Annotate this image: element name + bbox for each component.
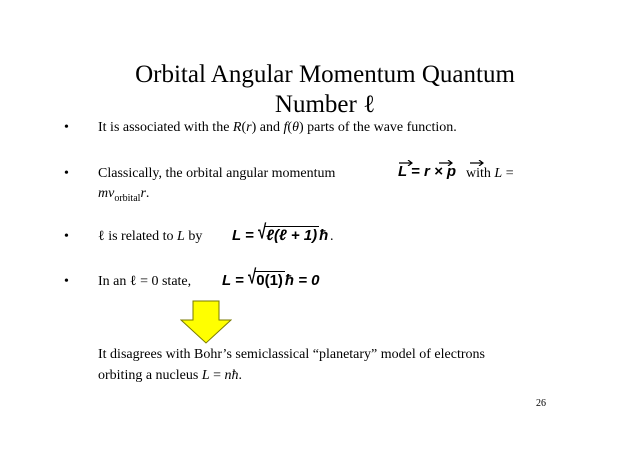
bullet-3-is-related: is related to: [104, 229, 178, 244]
bullet-2-sub: orbital: [114, 192, 141, 204]
conclusion-line-1: It disagrees with Bohr’s semiclassical “planetary” model of electrons: [98, 347, 485, 362]
bullet-1-lp2: (: [287, 120, 293, 135]
angular-momentum-vector-equation: [398, 163, 456, 180]
bullet-2-L: L: [494, 166, 503, 181]
bullet-3-L: L: [177, 229, 185, 244]
conclusion-nh: nħ: [224, 368, 239, 383]
bullet-2-eqsign: =: [502, 166, 514, 181]
bullet-2-r: r: [140, 186, 146, 201]
vector-eq-text: L = r × p: [398, 163, 457, 180]
bullet-marker: •: [64, 166, 69, 181]
bullet-2-period: .: [145, 186, 150, 201]
bullet-3-period: .: [330, 229, 334, 244]
sqrt-icon: √: [248, 266, 257, 289]
bullet-marker: •: [64, 120, 69, 135]
ell-eq-lhs: L =: [232, 227, 258, 244]
bullet-1-f: f: [283, 120, 288, 135]
sqrt-icon: √: [258, 221, 267, 244]
bullet-2-line-2: [98, 184, 149, 208]
conclusion-pre: orbiting a nucleus: [98, 368, 202, 383]
bullet-1-R: R: [232, 120, 242, 135]
title-line-1: Orbital Angular Momentum Quantum: [135, 61, 515, 88]
bullet-4-text: In an ℓ = 0 state,: [98, 274, 192, 289]
bullet-2-line-1: Classically, the orbital angular momentum: [98, 166, 336, 181]
bullet-2-mv: mv: [98, 186, 115, 201]
bullet-1-lp1: (: [241, 120, 247, 135]
zero-eq-rhs: ħ = 0: [284, 272, 320, 289]
zero-eq-lhs: L =: [222, 272, 248, 289]
bullet-2-with-clause: [466, 164, 514, 183]
page-number: 26: [536, 398, 546, 409]
down-arrow-icon: [180, 300, 232, 344]
conclusion-L: L: [201, 368, 210, 383]
title-line-2: Number ℓ: [274, 91, 376, 118]
ell-relation-equation: [232, 221, 329, 244]
conclusion-eq: =: [209, 368, 225, 383]
bullet-1-r: r: [246, 120, 252, 135]
zero-eq-radicand: 0(1): [256, 272, 283, 289]
bullet-1-text: [98, 118, 457, 137]
vector-arrow-icon: [439, 160, 453, 166]
vector-arrow-icon: [399, 160, 413, 166]
conclusion-line-2: [98, 366, 242, 385]
bullet-1-rp1: ) and: [251, 120, 284, 135]
bullet-3-text: [98, 227, 202, 246]
ell-eq-radicand: ℓ(ℓ + 1): [266, 227, 318, 244]
zero-state-equation: [222, 266, 320, 289]
bullet-2-with: with: [466, 166, 495, 181]
bullet-1-rp2: ) parts of the wave function.: [298, 120, 457, 135]
ell-eq-hbar: ħ: [319, 227, 329, 244]
bullet-1-pre: It is associated with the: [98, 120, 233, 135]
bullet-marker: •: [64, 274, 69, 289]
bullet-marker: •: [64, 229, 69, 244]
bullet-3-ell: ℓ: [98, 229, 105, 244]
conclusion-period: .: [238, 368, 243, 383]
slide-title: [90, 60, 560, 120]
bullet-1-theta: θ: [292, 120, 299, 135]
bullet-3-by: by: [184, 229, 203, 244]
